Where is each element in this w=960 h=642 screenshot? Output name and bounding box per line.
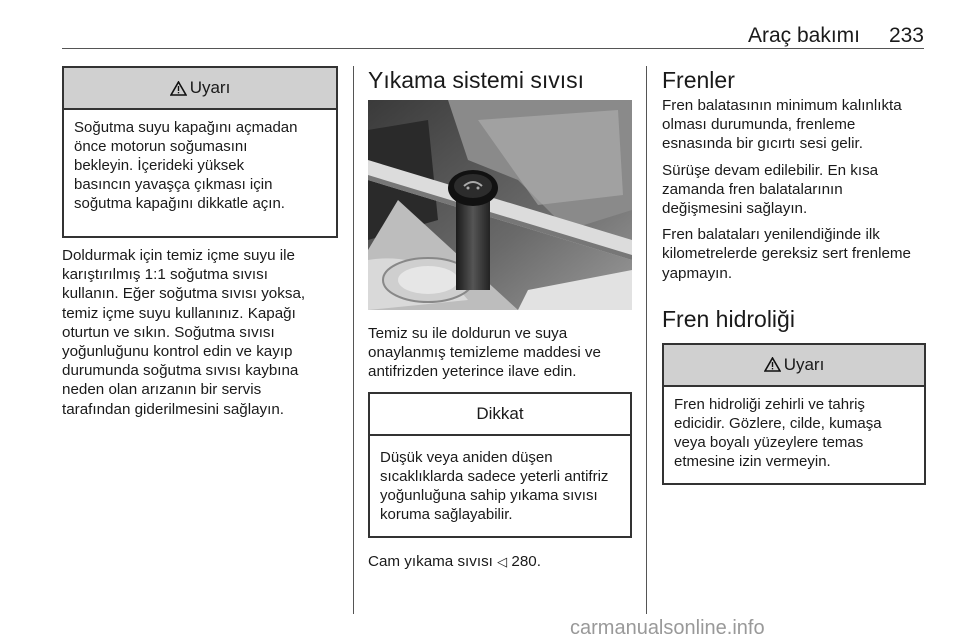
text-line: tarafından giderilmesini sağlayın. xyxy=(62,400,285,418)
text-line: durumunda soğutma sıvısı kaybına xyxy=(62,362,299,380)
column-right xyxy=(662,66,926,485)
brakes-paragraph xyxy=(662,161,926,219)
text-line: Doldurmak için temiz içme suyu ile xyxy=(62,247,295,264)
coolant-warning-box xyxy=(62,66,338,238)
text-line: edicidir. Gözlere, cilde, kumaşa xyxy=(674,414,882,432)
reference-page[interactable]: 280. xyxy=(511,552,541,570)
text-line: olması durumunda, frenleme xyxy=(662,116,856,134)
washer-paragraph xyxy=(368,324,632,382)
text-line: Temiz su ile doldurun ve suya xyxy=(368,325,568,342)
warning-text xyxy=(64,110,336,236)
text-line: Fren balataları yenilendiğinde ilk xyxy=(662,226,880,244)
column-divider xyxy=(353,66,354,614)
text-line: yoğunluğunu kontrol edin ve kayıp xyxy=(62,343,293,361)
text-line: etmesine izin vermeyin. xyxy=(674,452,831,470)
text-line: Düşük veya aniden düşen xyxy=(380,448,553,466)
text-line: Sürüşe devam edilebilir. En kısa xyxy=(662,161,879,179)
washer-reference xyxy=(368,552,632,571)
warning-box-header xyxy=(664,345,924,387)
text-line: antifrizden yeterince ilave edin. xyxy=(368,363,577,381)
warning-triangle-icon xyxy=(170,81,187,96)
warning-box-header xyxy=(64,68,336,110)
text-line: kilometrelerde gereksiz sert frenleme xyxy=(662,245,911,263)
washer-reservoir-photo xyxy=(368,100,632,310)
brake-fluid-warning-box xyxy=(662,343,926,485)
warning-title: Uyarı xyxy=(783,354,825,374)
page-reference-arrow-icon: ◁ xyxy=(497,553,508,569)
warning-triangle-icon xyxy=(764,357,781,372)
text-line: Soğutma suyu kapağını açmadan xyxy=(74,119,298,136)
reference-text: Cam yıkama sıvısı xyxy=(368,552,493,570)
warning-text xyxy=(664,387,924,483)
text-line: kullanın. Eğer soğutma sıvısı yoksa, xyxy=(62,285,306,303)
text-line: temiz içme suyu kullanınız. Kapağı xyxy=(62,304,296,322)
text-line: basıncın yavaşça çıkması için xyxy=(74,176,273,193)
text-line: esnasında bir gıcırtı sesi gelir. xyxy=(662,135,863,153)
brakes-heading: Frenler xyxy=(662,67,735,93)
text-line: önce motorun soğumasını xyxy=(74,138,248,155)
warning-title: Uyarı xyxy=(189,78,231,97)
column-middle xyxy=(368,66,632,571)
notice-title: Dikkat xyxy=(476,403,524,423)
brake-fluid-heading: Fren hidroliği xyxy=(662,305,795,332)
text-line: Fren balatasının minimum kalınlıkta xyxy=(662,97,902,114)
page-header xyxy=(62,18,924,49)
notice-box xyxy=(368,392,632,538)
coolant-paragraph xyxy=(62,246,338,419)
text-line: neden olan arızanın bir servis xyxy=(62,381,262,399)
text-line: onaylanmış temizleme maddesi ve xyxy=(368,344,601,362)
brakes-paragraph xyxy=(662,96,926,154)
notice-box-header xyxy=(370,394,630,436)
watermark: carmanualsonline.info xyxy=(570,617,765,639)
washer-fluid-heading: Yıkama sistemi sıvısı xyxy=(368,67,584,93)
text-line: yoğunluğuna sahip yıkama sıvısı xyxy=(380,486,598,504)
text-line: yapmayın. xyxy=(662,264,733,282)
text-line: karıştırılmış 1:1 soğutma sıvısı xyxy=(62,266,268,284)
notice-text xyxy=(370,436,630,536)
page-number: 233 xyxy=(888,24,924,47)
text-line: zamanda fren balatalarının xyxy=(662,180,843,198)
column-divider xyxy=(646,66,647,614)
text-line: oturtun ve sıkın. Soğutma sıvısı xyxy=(62,323,275,341)
text-line: veya boyalı yüzeylere temas xyxy=(674,433,864,451)
text-line: sıcaklıklarda sadece yeterli antifriz xyxy=(380,467,609,485)
text-line: Fren hidroliği zehirli ve tahriş xyxy=(674,395,865,413)
section-title: Araç bakımı xyxy=(747,24,860,47)
text-line: değişmesini sağlayın. xyxy=(662,200,808,218)
brakes-paragraph xyxy=(662,225,926,283)
column-left xyxy=(62,66,338,419)
text-line: bekleyin. İçerideki yüksek xyxy=(74,157,245,174)
text-line: koruma sağlayabilir. xyxy=(380,505,513,523)
text-line: soğutma kapağını dikkatle açın. xyxy=(74,195,285,212)
